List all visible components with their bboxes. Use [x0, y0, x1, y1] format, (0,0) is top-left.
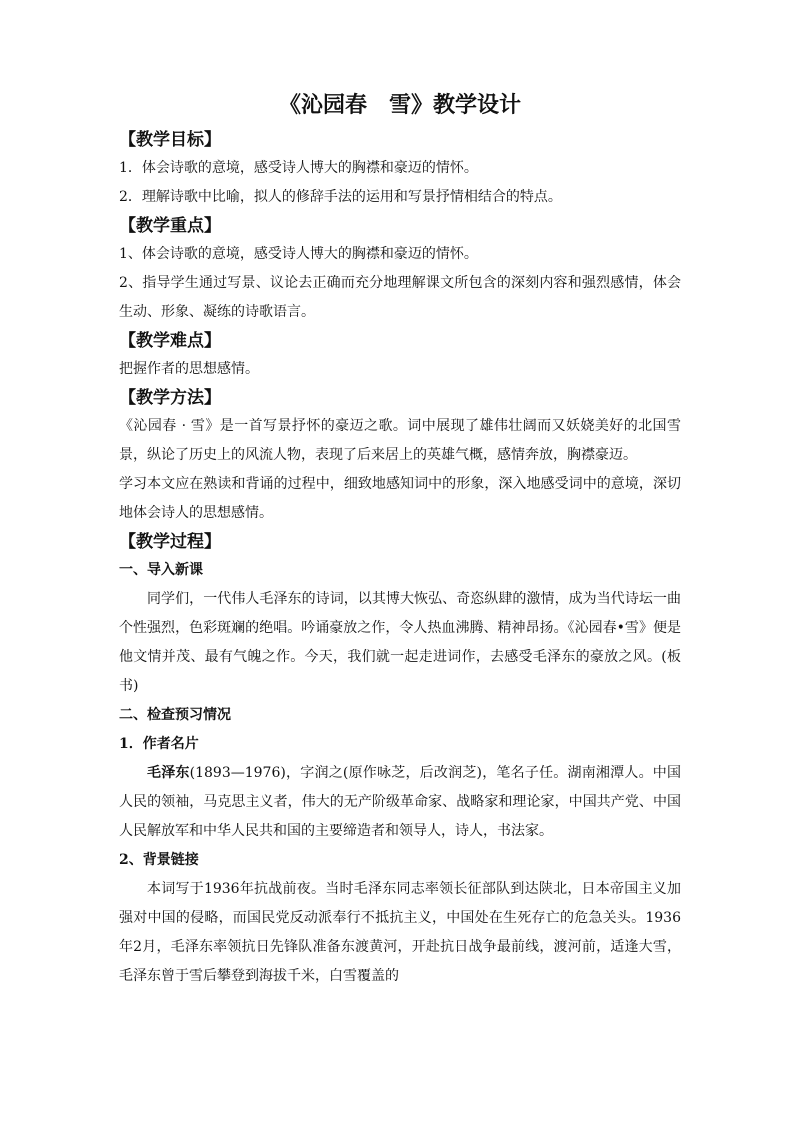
intro-heading: 一、导入新课 [119, 562, 203, 578]
goal-item: 2．理解诗歌中比喻，拟人的修辞手法的运用和写景抒情相结合的特点。 [119, 189, 562, 205]
intro-text: 同学们，一代伟人毛泽东的诗词，以其博大恢弘、奇恣纵肆的激情，成为当代诗坛一曲个性强烈，色彩斑斓的绝唱。吟诵豪放之作，令人热血沸腾、精神昂扬。《沁园春•雪》便是他文情并茂、最有气魄之作。今天，我们就一起走进词作，去感受毛泽东的豪放之风。(板书) [119, 591, 681, 694]
key-point-item: 1、体会诗歌的意境，感受诗人博大的胸襟和豪迈的情怀。 [119, 246, 478, 262]
key-point-item: 2、指导学生通过写景、议论去正确而充分地理解课文所包含的深刻内容和强烈感情，体会生动、形象、凝练的诗歌语言。 [119, 275, 681, 320]
difficulty-heading: 【教学难点】 [119, 331, 221, 351]
author-bio: (1893—1976)，字润之(原作咏芝，后改润芝)，笔名子任。湖南湘潭人。中国人民的领袖，马克思主义者，伟大的无产阶级革命家、战略家和理论家，中国共产党、中国人民解放军和中华人民共和国的主要缔造者和领导人，诗人，书法家。 [119, 765, 682, 839]
methods-paragraph: 学习本文应在熟读和背诵的过程中，细致地感知词中的形象，深入地感受词中的意境，深切地体会诗人的思想感情。 [119, 476, 681, 521]
goal-item: 1．体会诗歌的意境，感受诗人博大的胸襟和豪迈的情怀。 [119, 160, 478, 176]
page-title: 《沁园春 雪》教学设计 [278, 92, 521, 118]
document-page [119, 88, 681, 991]
preview-heading: 二、检查预习情况 [119, 707, 231, 723]
methods-heading: 【教学方法】 [119, 388, 221, 408]
background-heading: 2、背景链接 [119, 852, 199, 868]
difficulty-text: 把握作者的思想感情。 [119, 361, 259, 377]
process-heading: 【教学过程】 [119, 532, 221, 552]
author-name: 毛泽东 [147, 765, 190, 781]
author-text [119, 759, 681, 846]
background-text: 本词写于1936年抗战前夜。当时毛泽东同志率领长征部队到达陕北，日本帝国主义加强对中国的侵略，而国民党反动派奉行不抵抗主义，中国处在生死存亡的危急关头。1936年2月，毛泽东率领抗日先锋队准备东渡黄河，开赴抗日战争最前线，渡河前，适逢大雪，毛泽东曾于雪后攀登到海拔千米，白雪覆盖的 [119, 881, 681, 984]
key-points-heading: 【教学重点】 [119, 216, 221, 236]
goals-heading: 【教学目标】 [119, 130, 221, 150]
author-heading: 1．作者名片 [119, 736, 199, 752]
methods-paragraph: 《沁园春 · 雪》是一首写景抒怀的豪迈之歌。词中展现了雄伟壮阔而又妖娆美好的北国雪景，纵论了历史上的风流人物，表现了后来居上的英雄气概，感情奔放，胸襟豪迈。 [119, 418, 681, 463]
